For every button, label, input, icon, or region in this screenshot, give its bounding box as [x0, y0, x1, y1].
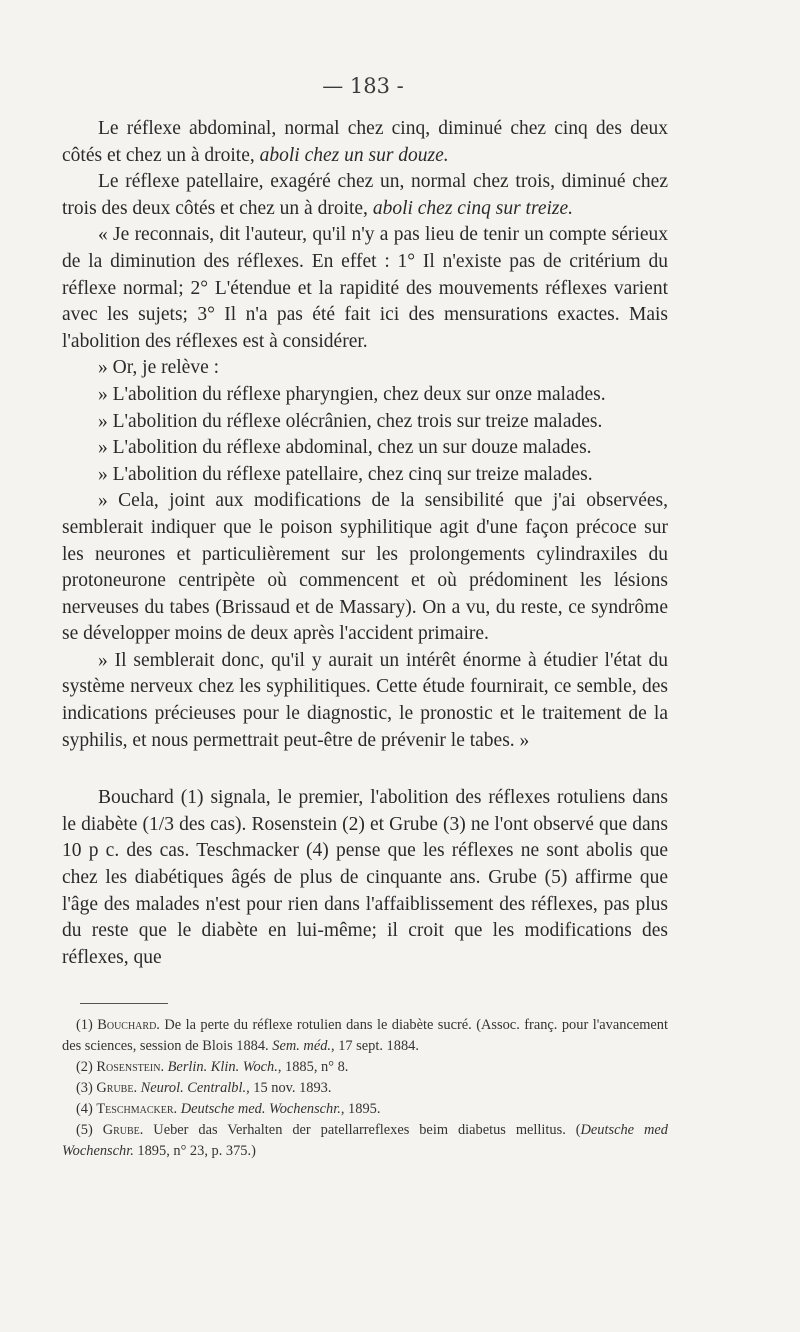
footnote-author: Grube — [96, 1080, 134, 1096]
footnote-author: Teschmacker — [96, 1101, 174, 1117]
footnote-5: (5) Grube. Ueber das Verhalten der patellarreflexes beim diabetus mellitus. (Deutsche med Wochenschr. 1895, n° 23, p. 375.) — [62, 1122, 668, 1159]
footnote-number: (1) — [76, 1017, 98, 1033]
list-item-patellaire: » L'abolition du réflexe patellaire, chez cinq sur treize malades. — [98, 463, 593, 485]
footnote-author: Grube — [102, 1122, 140, 1138]
italic-text: Neurol. Centralbl. — [140, 1080, 247, 1096]
footnote-3: (3) Grube. Neurol. Centralbl., 15 nov. 1893. — [76, 1080, 332, 1096]
footnote-1: (1) Bouchard. De la perte du réflexe rotulien dans le diabète sucré. (Assoc. franç. pour l'avancement des sciences, session de Blois 1884. Sem. méd., 17 sept. 1884. — [62, 1017, 668, 1054]
footnote-number: (4) — [76, 1101, 97, 1117]
footnote-2: (2) Rosenstein. Berlin. Klin. Woch., 1885, n° 8. — [76, 1059, 349, 1075]
list-item-olecranien: » L'abolition du réflexe olécrânien, chez trois sur treize malades. — [98, 410, 603, 432]
paragraph-author-quote: « Je reconnais, dit l'auteur, qu'il n'y a pas lieu de tenir un compte sérieux de la diminution des réflexes. En effet : 1° Il n'existe pas de critérium du réflexe normal; 2° L'étendue et la rapidité des mouvements réflexes varient avec les sujets; 3° Il n'a pas été fait ici des mensurations exactes. Mais l'abolition des réflexes est à considérer. — [62, 224, 668, 352]
body-text — [62, 116, 668, 971]
footnote-number: (3) — [76, 1080, 97, 1096]
list-item-abdominal: » L'abolition du réflexe abdominal, chez un sur douze malades. — [98, 437, 592, 459]
section-gap — [62, 754, 668, 785]
italic-text: Deutsche med. Wochenschr. — [180, 1101, 341, 1117]
paragraph-interet: » Il semblerait donc, qu'il y aurait un intérêt énorme à étudier l'état du système nerveux chez les syphilitiques. Cette étude fournirait, ce semble, des indications précieuses pour le diagnostic, le pronostic et le traitement de la syphilis, et nous permettrait peut-être de prévenir le tabes. » — [62, 649, 668, 751]
list-item-pharyngien: » L'abolition du réflexe pharyngien, chez deux sur onze malades. — [98, 383, 606, 405]
paragraph-releve: » Or, je relève : — [98, 357, 220, 379]
footnote-number: (5) — [76, 1122, 103, 1138]
italic-text: aboli chez cinq sur treize. — [372, 197, 574, 219]
footnote-author: Rosenstein — [96, 1059, 161, 1075]
footnote-rule — [80, 1003, 168, 1004]
italic-text: Deutsche med Wochenschr. — [62, 1122, 668, 1159]
footnote-number: (2) — [76, 1059, 97, 1075]
footnotes — [62, 1015, 668, 1162]
paragraph-patellar-reflex: Le réflexe patellaire, exagéré chez un, normal chez trois, diminué chez trois des deux côtés et chez un à droite, aboli chez cinq sur treize. — [62, 171, 668, 219]
italic-text: Berlin. Klin. Woch. — [167, 1059, 278, 1075]
paragraph-bouchard: Bouchard (1) signala, le premier, l'abolition des réflexes rotuliens dans le diabète (1/3 des cas). Rosenstein (2) et Grube (3) ne l'ont observé que dans 10 p c. des cas. Teschmacker (4) pense que les réflexes ne sont abolis que chez les diabétiques âgés de plus de cinquante ans. Grube (5) affirme que l'âge des malades n'est pour rien dans l'affaiblissement des réflexes, pas plus du reste que le diabète en lui-même; il croit que les modifications des réflexes, que — [62, 787, 668, 968]
paragraph-abdominal-reflex: Le réflexe abdominal, normal chez cinq, diminué chez cinq des deux côtés et chez un à droite, aboli chez un sur douze. — [62, 118, 668, 166]
page-number: — 183 - — [322, 74, 404, 98]
italic-text: Sem. méd. — [272, 1038, 331, 1054]
paragraph-syphilis-poison: » Cela, joint aux modifications de la sensibilité que j'ai observées, semblerait indiquer que le poison syphilitique agit d'une façon précoce sur les neurones et particulièrement sur les prolongements cylindraxiles du protoneurone centripète où commencent et où prédominent les lésions nerveuses du tabes (Brissaud et de Massary). On a vu, du reste, ce syndrôme se développer moins de deux après l'accident primaire. — [62, 490, 668, 645]
footnote-4: (4) Teschmacker. Deutsche med. Wochenschr., 1895. — [76, 1101, 381, 1117]
italic-text: aboli chez un sur douze. — [259, 144, 449, 166]
footnote-author: Bouchard — [97, 1017, 157, 1033]
